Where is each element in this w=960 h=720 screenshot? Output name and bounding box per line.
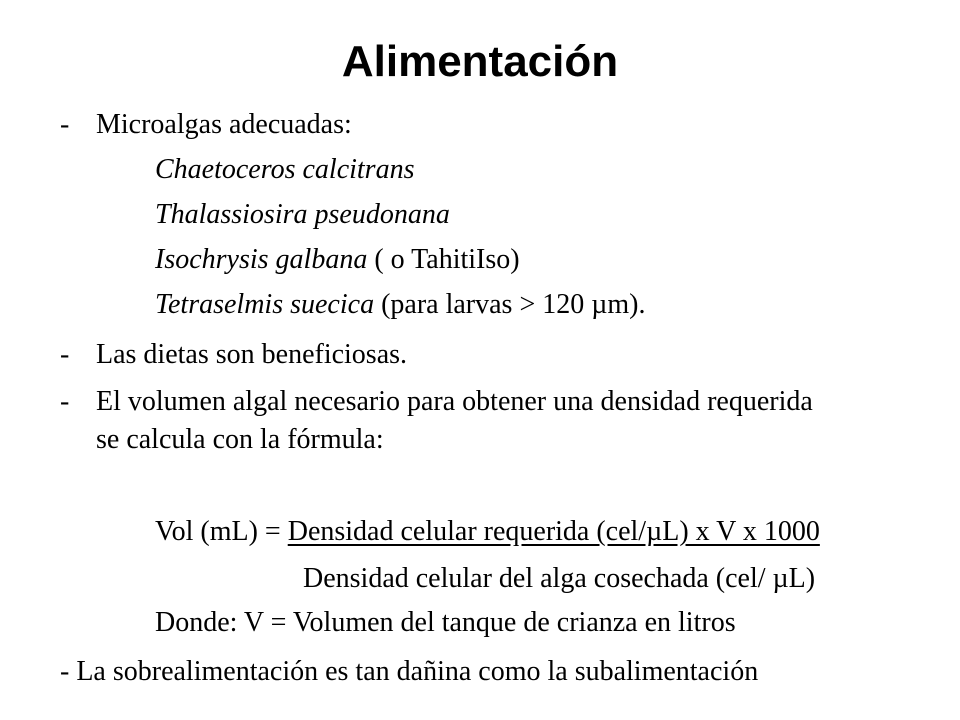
species-name: Chaetoceros calcitrans (155, 154, 415, 185)
species-note: ( o TahitiIso) (367, 244, 520, 275)
bullet-text: Las dietas son beneficiosas. (96, 339, 408, 370)
bullet-microalgas (60, 108, 352, 142)
species-name: Isochrysis galbana (155, 244, 368, 275)
formula-lhs: Vol (mL) = (155, 516, 288, 547)
bullet-volumen (60, 385, 813, 419)
bullet-dash: - (60, 386, 70, 417)
bullet-dietas (60, 338, 407, 372)
species-item (155, 198, 450, 232)
formula-denominator: Densidad celular del alga cosechada (cel/ µL) (303, 563, 816, 594)
bullet-text: Microalgas adecuadas: (96, 109, 352, 140)
formula-numerator-line (155, 515, 820, 549)
species-note: (para larvas > 120 µm). (374, 289, 646, 320)
bullet-volumen-continuation: se calcula con la fórmula: (96, 424, 384, 455)
species-item (155, 153, 414, 187)
formula-numerator: Densidad celular requerida (cel/µL) x V x 1000 (287, 516, 820, 547)
bullet-dash: - (60, 339, 70, 370)
species-name: Tetraselmis suecica (155, 289, 375, 320)
species-item (155, 288, 645, 322)
bullet-sobrealimentacion: - La sobrealimentación es tan dañina como la subalimentación (60, 656, 759, 687)
bullet-dash: - (60, 109, 70, 140)
formula-where: Donde: V = Volumen del tanque de crianza en litros (155, 607, 736, 638)
species-name: Thalassiosira pseudonana (155, 199, 450, 230)
species-item (155, 243, 520, 277)
bullet-text: El volumen algal necesario para obtener una densidad requerida (96, 386, 813, 417)
slide-title: Alimentación (341, 37, 619, 86)
